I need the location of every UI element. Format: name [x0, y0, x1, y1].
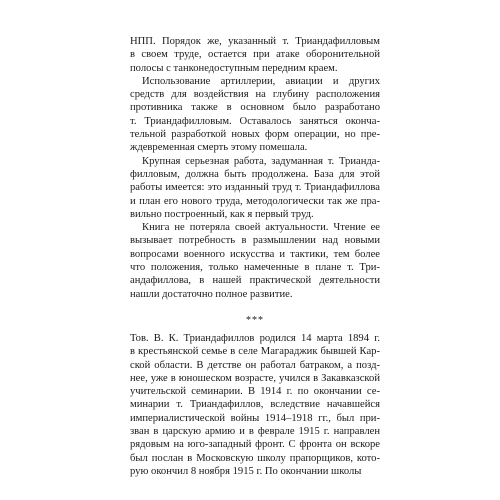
text-line: тельной разработкой новых форм операции, но пре-	[130, 129, 380, 141]
text-line: нее, уже в юношеском возрасте, учился в Закавказской	[130, 372, 380, 384]
text-line: Тов. В. К. Триандафиллов родился 14 марта 1894 г.	[130, 332, 380, 344]
text-line: НПП. Порядок же, указанный т. Триандафилловым	[130, 36, 380, 47]
text-line: Крупная серьезная работа, задуманная т. Трианда-	[142, 155, 380, 167]
text-line: вызывает потребность в размышлении над новыми	[130, 235, 380, 247]
text-line: был послан в Московскую школу прапорщиков, кото-	[130, 452, 380, 464]
text-line: и план его нового труда, методологически так же пра-	[130, 195, 380, 207]
text-line: нашли достаточно полное развитие.	[130, 288, 293, 300]
text-line: филловым, должна быть продолжена. База для этой	[130, 168, 380, 180]
text-line: т. Триандафилловым. Оставалось заняться оконча-	[130, 115, 380, 127]
biography-paragraph	[130, 332, 380, 478]
paragraph	[130, 155, 380, 221]
text-line: минарии т. Триандафиллов, вследствие начавшейся	[130, 399, 380, 411]
text-line: ской области. В детстве он работал батраком, а позд-	[130, 359, 380, 371]
text-line: империалистической войны 1914–1918 гг., был при-	[130, 412, 380, 424]
text-line: в крестьянской семье в селе Магараджик бывшей Кар-	[130, 346, 380, 358]
text-line: рядовым на юго-западный фронт. С фронта он вскоре	[130, 439, 380, 451]
text-line: андафиллова, в нашей практической деятельности	[130, 275, 380, 287]
text-line: противника также в основном было разработано	[130, 102, 380, 114]
text-line: Книга не потеряла своей актуальности. Чтение ее	[142, 222, 380, 234]
text-line: средств для воздействия на глубину расположения	[130, 89, 380, 101]
paragraph	[130, 35, 380, 75]
text-line: что положения, только намеченные в плане т. Три-	[130, 262, 380, 274]
text-line: вопросами военного искусства и тактики, тем более	[130, 248, 380, 260]
text-line: полосы с танконедоступным передним краем.	[130, 62, 338, 74]
paragraph	[130, 75, 380, 155]
page-text	[130, 35, 380, 478]
text-line: в своем труде, остается при атаке оборонительной	[130, 49, 380, 61]
text-line: учительской семинарии. В 1914 г. по окончании се-	[130, 386, 380, 398]
text-line: вильно построенный, как я первый труд.	[130, 208, 314, 220]
section-gap	[130, 301, 380, 314]
text-line: Использование артиллерии, авиации и других	[142, 75, 380, 87]
text-line: работы имеется: это изданный труд т. Триандафиллова	[130, 182, 380, 194]
text-line: рую окончил 8 ноября 1915 г. По окончании школы	[130, 465, 362, 477]
text-line: зван в царскую армию и в феврале 1915 г. направлен	[130, 426, 380, 438]
paragraph	[130, 221, 380, 301]
section-separator: ***	[246, 314, 264, 326]
text-line: ждевременная смерть этому помешала.	[130, 142, 308, 154]
